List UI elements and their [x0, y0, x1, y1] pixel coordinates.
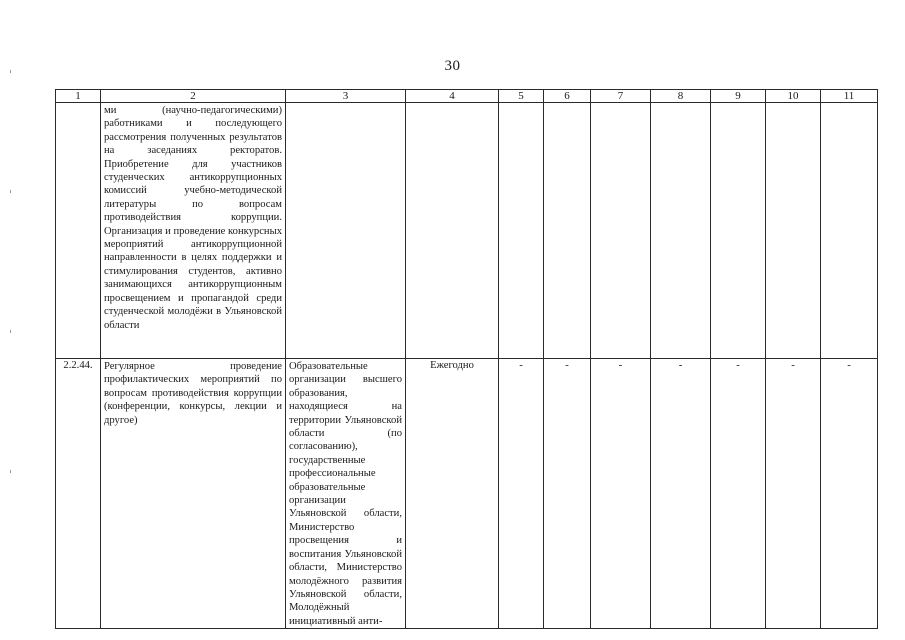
column-header: 8 [651, 90, 711, 103]
row-number-cell [56, 103, 101, 359]
executors-text: Образовательные организации высшего образования, находящиеся на территории Ульяновской области (по согласованию), государственные профессиональные образовательные организации Ульяновской области, Министерство просвещения и воспитания Ульяновской области, Министерство молодёжного развития Ульяновской области, Молодёжный инициативный анти- [289, 361, 402, 627]
value-cell: - [591, 359, 651, 629]
page-number: 30 [444, 58, 461, 74]
scan-artifact [10, 470, 11, 473]
column-header: 7 [591, 90, 651, 103]
scan-artifact [10, 70, 11, 73]
scan-artifact [10, 190, 11, 193]
scan-artifact [10, 330, 11, 333]
executors-cell [286, 359, 406, 629]
value-cell [766, 103, 821, 359]
column-header: 9 [711, 90, 766, 103]
description-text: Регулярное проведение профилактических мероприятий по вопросам противодействия коррупции (конференции, конкурсы, лекции и другое) [104, 361, 282, 426]
table-row [56, 359, 878, 629]
description-text: ми (научно-педагогическими) работниками и последующего рассмотрения полученных результатов на заседаниях ректоратов. Приобретение для участников студенческих антикоррупционных комиссий учебно-методической литературы по вопросам противодействия коррупции. Организация и проведение конкурсных мероприятий антикоррупционной направленности в целях поддержки и стимулирования студентов, активно занимающихся антикоррупционным просвещением и пропагандой среди студенческой молодёжи в Ульяновской области [104, 105, 282, 331]
table-row [56, 103, 878, 359]
frequency-cell: Ежегодно [406, 359, 499, 629]
description-cell [101, 359, 286, 629]
row-number-cell: 2.2.44. [56, 359, 101, 629]
value-cell: - [766, 359, 821, 629]
value-cell [544, 103, 591, 359]
value-cell [591, 103, 651, 359]
column-header: 4 [406, 90, 499, 103]
value-cell: - [711, 359, 766, 629]
value-cell [711, 103, 766, 359]
column-header: 11 [821, 90, 878, 103]
document-table [55, 89, 878, 629]
column-header: 3 [286, 90, 406, 103]
frequency-cell [406, 103, 499, 359]
header-row [56, 90, 878, 103]
column-header: 6 [544, 90, 591, 103]
value-cell: - [499, 359, 544, 629]
column-header: 2 [101, 90, 286, 103]
column-header: 10 [766, 90, 821, 103]
executors-cell [286, 103, 406, 359]
value-cell [651, 103, 711, 359]
value-cell [821, 103, 878, 359]
value-cell: - [544, 359, 591, 629]
value-cell [499, 103, 544, 359]
value-cell: - [821, 359, 878, 629]
executors-text [286, 103, 405, 104]
description-cell [101, 103, 286, 359]
value-cell: - [651, 359, 711, 629]
table-header [56, 90, 878, 103]
column-header: 5 [499, 90, 544, 103]
column-header: 1 [56, 90, 101, 103]
